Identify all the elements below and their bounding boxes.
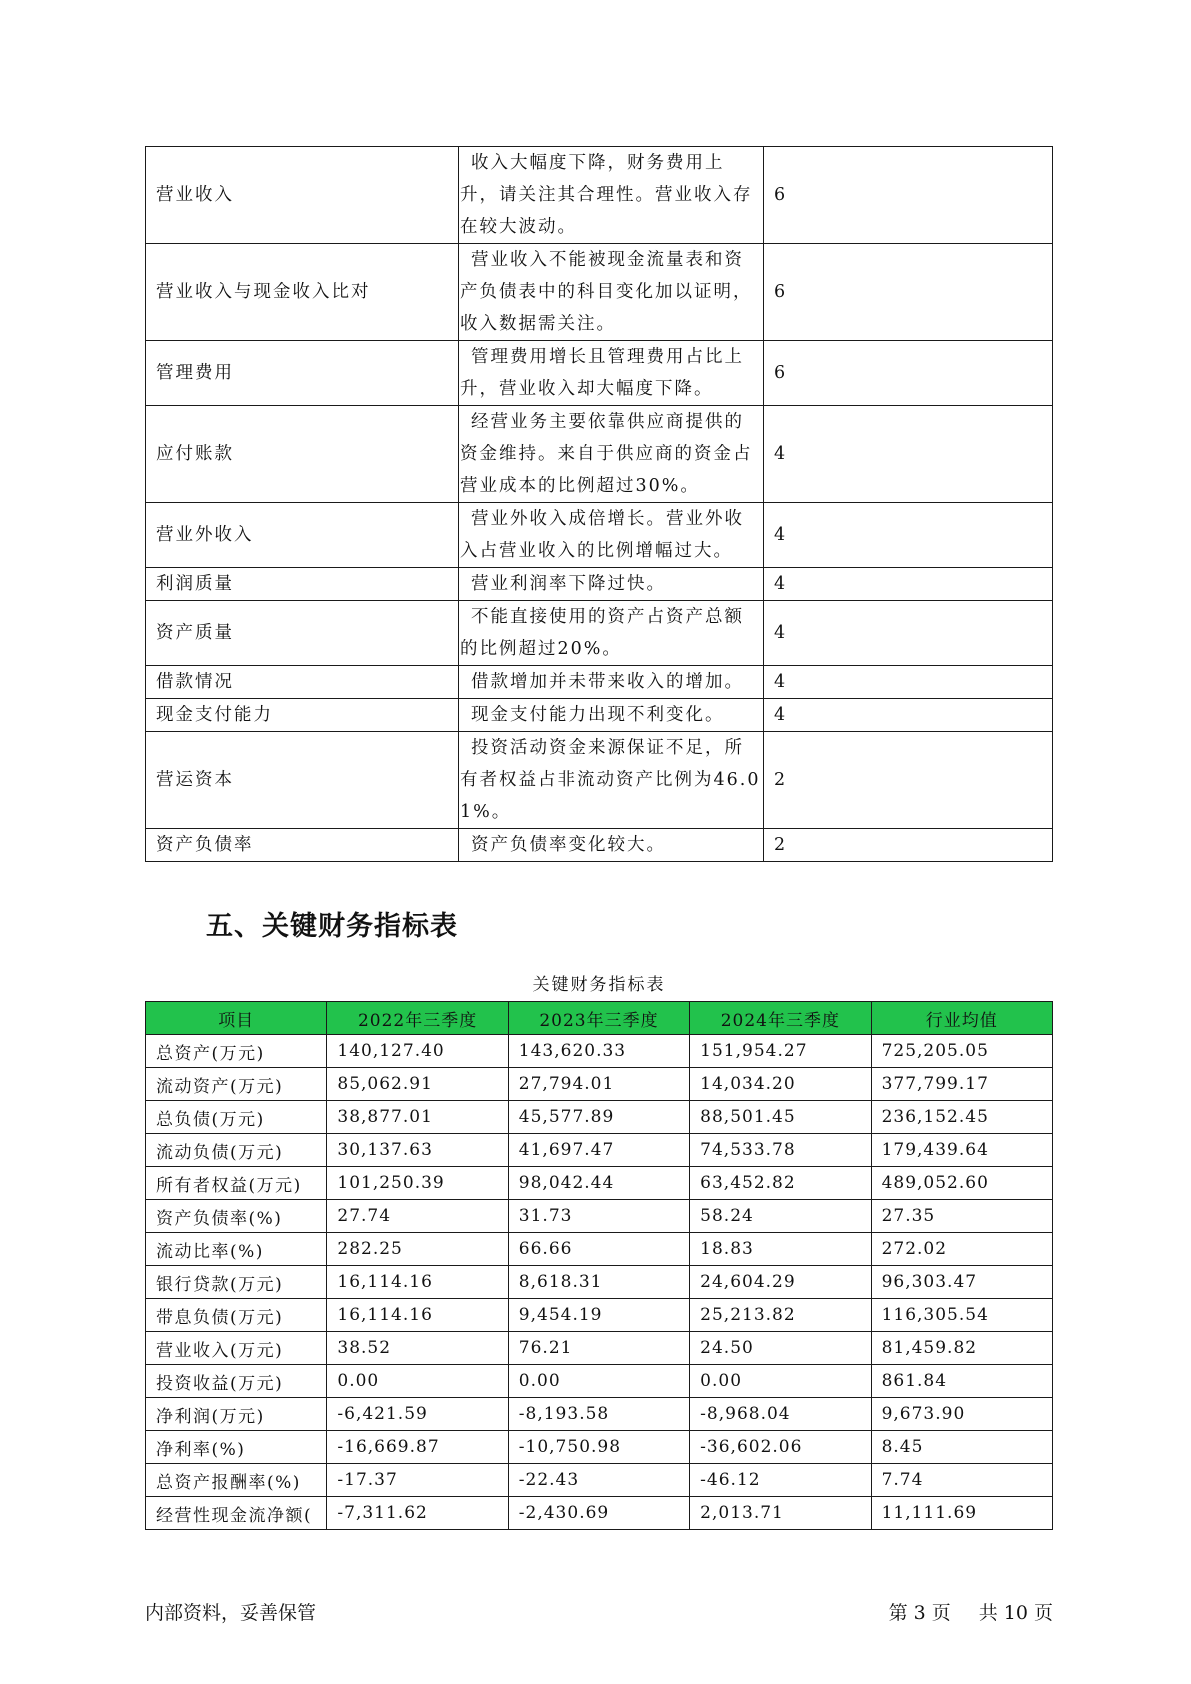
risk-item-score: 4 xyxy=(764,406,1053,503)
risk-item-description xyxy=(459,406,764,503)
risk-row xyxy=(146,244,1053,341)
indicator-row xyxy=(146,1167,1053,1200)
risk-item-name: 营业收入与现金收入比对 xyxy=(146,244,459,341)
risk-row xyxy=(146,341,1053,406)
indicator-value: 24,604.29 xyxy=(690,1266,871,1299)
indicator-value: -2,430.69 xyxy=(508,1497,689,1530)
indicator-value: 16,114.16 xyxy=(327,1266,508,1299)
indicator-label: 净利率(%) xyxy=(146,1431,327,1464)
indicator-value: 377,799.17 xyxy=(871,1068,1052,1101)
risk-description-text: 营业利润率下降过快。 xyxy=(471,574,666,594)
indicator-value: 282.25 xyxy=(327,1233,508,1266)
indicator-value: 27,794.01 xyxy=(508,1068,689,1101)
indicator-label: 总资产(万元) xyxy=(146,1035,327,1068)
indicator-row xyxy=(146,1398,1053,1431)
indicator-value: 41,697.47 xyxy=(508,1134,689,1167)
risk-item-description xyxy=(459,503,764,568)
risk-item-name: 资产质量 xyxy=(146,601,459,666)
indicator-value: -7,311.62 xyxy=(327,1497,508,1530)
risk-description-text: 收入大幅度下降，财务费用上升，请关注其合理性。营业收入存在较大波动。 xyxy=(460,153,753,237)
indicator-value: 16,114.16 xyxy=(327,1299,508,1332)
indicator-row xyxy=(146,1101,1053,1134)
total-pages: 10 xyxy=(1003,1602,1028,1624)
indicator-value: 0.00 xyxy=(327,1365,508,1398)
indicator-value: 18.83 xyxy=(690,1233,871,1266)
indicator-value: 58.24 xyxy=(690,1200,871,1233)
indicator-row xyxy=(146,1464,1053,1497)
risk-item-description xyxy=(459,699,764,732)
indicator-value: 861.84 xyxy=(871,1365,1052,1398)
risk-item-score: 6 xyxy=(764,147,1053,244)
risk-item-score: 4 xyxy=(764,699,1053,732)
risk-item-score: 4 xyxy=(764,666,1053,699)
total-suffix: 页 xyxy=(1033,1602,1053,1624)
section-heading: 五、关键财务指标表 xyxy=(206,911,458,942)
indicator-label: 净利润(万元) xyxy=(146,1398,327,1431)
indicator-value: 0.00 xyxy=(690,1365,871,1398)
risk-item-score: 2 xyxy=(764,829,1053,862)
risk-item-name: 营业收入 xyxy=(146,147,459,244)
indicator-value: -8,968.04 xyxy=(690,1398,871,1431)
indicator-row xyxy=(146,1200,1053,1233)
indicator-value: 76.21 xyxy=(508,1332,689,1365)
indicator-value: -10,750.98 xyxy=(508,1431,689,1464)
risk-item-description xyxy=(459,147,764,244)
risk-row xyxy=(146,666,1053,699)
risk-row xyxy=(146,503,1053,568)
indicator-value: 8.45 xyxy=(871,1431,1052,1464)
risk-table xyxy=(145,146,1053,862)
indicator-table-head xyxy=(146,1002,1053,1035)
risk-row xyxy=(146,568,1053,601)
indicator-value: 143,620.33 xyxy=(508,1035,689,1068)
indicator-value: 45,577.89 xyxy=(508,1101,689,1134)
indicator-value: 8,618.31 xyxy=(508,1266,689,1299)
page-number: 3 xyxy=(913,1602,926,1624)
indicator-row xyxy=(146,1266,1053,1299)
risk-item-name: 利润质量 xyxy=(146,568,459,601)
risk-item-score: 4 xyxy=(764,601,1053,666)
indicator-label: 流动资产(万元) xyxy=(146,1068,327,1101)
indicator-value: -22.43 xyxy=(508,1464,689,1497)
indicator-label: 营业收入(万元) xyxy=(146,1332,327,1365)
indicator-table xyxy=(145,1001,1053,1530)
risk-item-description xyxy=(459,568,764,601)
risk-row xyxy=(146,829,1053,862)
risk-item-description xyxy=(459,829,764,862)
risk-row xyxy=(146,147,1053,244)
risk-item-description xyxy=(459,601,764,666)
indicator-value: 9,454.19 xyxy=(508,1299,689,1332)
indicator-label: 总负债(万元) xyxy=(146,1101,327,1134)
risk-description-text: 营业外收入成倍增长。营业外收入占营业收入的比例增幅过大。 xyxy=(460,509,744,561)
risk-description-text: 经营业务主要依靠供应商提供的资金维持。来自于供应商的资金占营业成本的比例超过30%。 xyxy=(460,412,753,496)
risk-row xyxy=(146,601,1053,666)
header-cell-2022: 2022年三季度 xyxy=(327,1002,508,1035)
indicator-value: 38.52 xyxy=(327,1332,508,1365)
indicator-value: 63,452.82 xyxy=(690,1167,871,1200)
risk-description-text: 投资活动资金来源保证不足，所有者权益占非流动资产比例为46.01%。 xyxy=(460,738,761,822)
indicator-value: 2,013.71 xyxy=(690,1497,871,1530)
risk-row xyxy=(146,406,1053,503)
risk-description-text: 营业收入不能被现金流量表和资产负债表中的科目变化加以证明，收入数据需关注。 xyxy=(460,250,753,334)
risk-item-name: 管理费用 xyxy=(146,341,459,406)
indicator-value: -8,193.58 xyxy=(508,1398,689,1431)
risk-item-score: 4 xyxy=(764,503,1053,568)
indicator-label: 带息负债(万元) xyxy=(146,1299,327,1332)
risk-row xyxy=(146,732,1053,829)
indicator-value: 725,205.05 xyxy=(871,1035,1052,1068)
header-cell-industry: 行业均值 xyxy=(871,1002,1052,1035)
indicator-value: 489,052.60 xyxy=(871,1167,1052,1200)
indicator-value: 140,127.40 xyxy=(327,1035,508,1068)
risk-item-name: 现金支付能力 xyxy=(146,699,459,732)
indicator-row xyxy=(146,1068,1053,1101)
total-prefix: 共 xyxy=(978,1602,998,1624)
indicator-value: 30,137.63 xyxy=(327,1134,508,1167)
indicator-row xyxy=(146,1134,1053,1167)
indicator-label: 经营性现金流净额( xyxy=(146,1497,327,1530)
indicator-value: 7.74 xyxy=(871,1464,1052,1497)
indicator-value: -17.37 xyxy=(327,1464,508,1497)
risk-item-name: 借款情况 xyxy=(146,666,459,699)
risk-item-score: 2 xyxy=(764,732,1053,829)
table-caption: 关键财务指标表 xyxy=(532,975,666,995)
risk-description-text: 不能直接使用的资产占资产总额的比例超过20%。 xyxy=(460,607,744,659)
indicator-value: 9,673.90 xyxy=(871,1398,1052,1431)
indicator-value: 272.02 xyxy=(871,1233,1052,1266)
risk-item-score: 4 xyxy=(764,568,1053,601)
indicator-label: 总资产报酬率(%) xyxy=(146,1464,327,1497)
indicator-value: 31.73 xyxy=(508,1200,689,1233)
indicator-value: 0.00 xyxy=(508,1365,689,1398)
risk-item-name: 应付账款 xyxy=(146,406,459,503)
indicator-value: 14,034.20 xyxy=(690,1068,871,1101)
indicator-value: 179,439.64 xyxy=(871,1134,1052,1167)
indicator-value: 85,062.91 xyxy=(327,1068,508,1101)
risk-item-description xyxy=(459,666,764,699)
indicator-value: 151,954.27 xyxy=(690,1035,871,1068)
header-cell-2023: 2023年三季度 xyxy=(508,1002,689,1035)
header-row xyxy=(146,1002,1053,1035)
indicator-value: 11,111.69 xyxy=(871,1497,1052,1530)
indicator-row xyxy=(146,1497,1053,1530)
indicator-value: 236,152.45 xyxy=(871,1101,1052,1134)
indicator-value: -36,602.06 xyxy=(690,1431,871,1464)
indicator-value: -46.12 xyxy=(690,1464,871,1497)
indicator-value: 27.35 xyxy=(871,1200,1052,1233)
risk-table-body xyxy=(146,147,1053,862)
indicator-value: 24.50 xyxy=(690,1332,871,1365)
indicator-row xyxy=(146,1299,1053,1332)
indicator-value: 116,305.54 xyxy=(871,1299,1052,1332)
risk-item-score: 6 xyxy=(764,244,1053,341)
indicator-value: 38,877.01 xyxy=(327,1101,508,1134)
indicator-row xyxy=(146,1365,1053,1398)
indicator-row xyxy=(146,1431,1053,1464)
risk-item-name: 营运资本 xyxy=(146,732,459,829)
indicator-label: 银行贷款(万元) xyxy=(146,1266,327,1299)
risk-item-name: 营业外收入 xyxy=(146,503,459,568)
risk-description-text: 资产负债率变化较大。 xyxy=(471,835,666,855)
indicator-row xyxy=(146,1332,1053,1365)
indicator-row xyxy=(146,1035,1053,1068)
header-cell-2024: 2024年三季度 xyxy=(690,1002,871,1035)
indicator-value: 27.74 xyxy=(327,1200,508,1233)
indicator-label: 流动比率(%) xyxy=(146,1233,327,1266)
header-cell-item: 项目 xyxy=(146,1002,327,1035)
indicator-value: 74,533.78 xyxy=(690,1134,871,1167)
risk-item-name: 资产负债率 xyxy=(146,829,459,862)
indicator-label: 所有者权益(万元) xyxy=(146,1167,327,1200)
risk-row xyxy=(146,699,1053,732)
footer-confidential-note: 内部资料，妥善保管 xyxy=(145,1602,317,1624)
indicator-label: 资产负债率(%) xyxy=(146,1200,327,1233)
indicator-value: 25,213.82 xyxy=(690,1299,871,1332)
indicator-label: 投资收益(万元) xyxy=(146,1365,327,1398)
indicator-label: 流动负债(万元) xyxy=(146,1134,327,1167)
indicator-value: -16,669.87 xyxy=(327,1431,508,1464)
indicator-value: 96,303.47 xyxy=(871,1266,1052,1299)
indicator-value: -6,421.59 xyxy=(327,1398,508,1431)
risk-description-text: 借款增加并未带来收入的增加。 xyxy=(471,672,744,692)
risk-item-description xyxy=(459,244,764,341)
indicator-value: 81,459.82 xyxy=(871,1332,1052,1365)
indicator-value: 98,042.44 xyxy=(508,1167,689,1200)
page-prefix: 第 xyxy=(888,1602,908,1624)
indicator-table-body xyxy=(146,1035,1053,1530)
risk-item-score: 6 xyxy=(764,341,1053,406)
indicator-value: 88,501.45 xyxy=(690,1101,871,1134)
risk-item-description xyxy=(459,341,764,406)
risk-item-description xyxy=(459,732,764,829)
risk-description-text: 现金支付能力出现不利变化。 xyxy=(471,705,725,725)
indicator-value: 66.66 xyxy=(508,1233,689,1266)
indicator-value: 101,250.39 xyxy=(327,1167,508,1200)
page-suffix: 页 xyxy=(931,1602,951,1624)
footer-page-info xyxy=(883,1598,1053,1625)
indicator-row xyxy=(146,1233,1053,1266)
risk-description-text: 管理费用增长且管理费用占比上升，营业收入却大幅度下降。 xyxy=(460,347,744,399)
